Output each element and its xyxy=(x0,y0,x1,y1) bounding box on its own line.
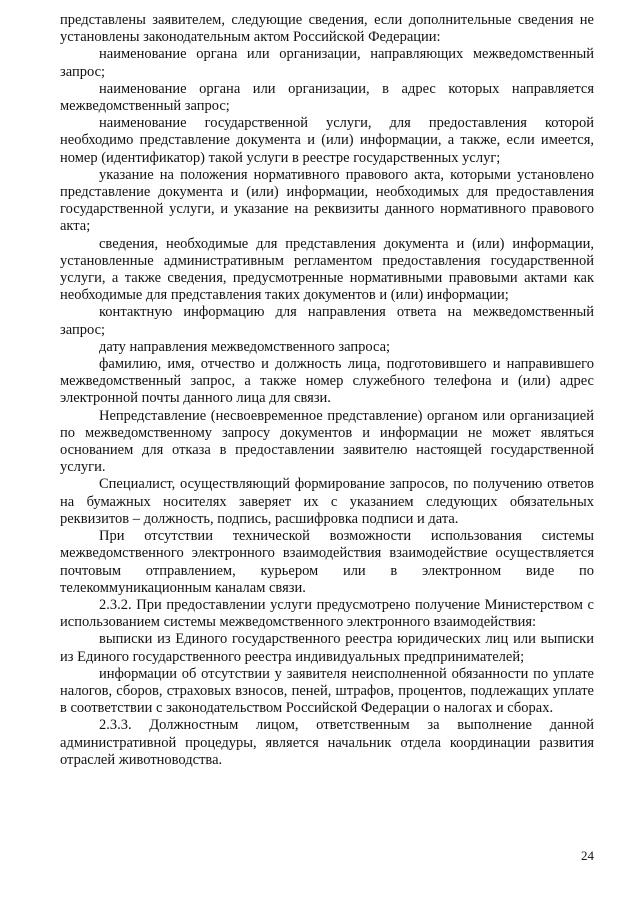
paragraph-specialist: Специалист, осуществляющий формирование запросов, по получению ответов на бумажных носителях заверяет их с указанием следующих обязательных реквизитов – должность, подпись, расшифровка подписи и дата. xyxy=(60,476,594,527)
paragraph-required-info: сведения, необходимые для представления документа и (или) информации, установленные административным регламентом предоставления государственной услуги, а также сведения, предусмотренные нормативными правовыми актами как необходимые для представления таких документов и (или) информации; xyxy=(60,235,594,304)
paragraph-recipient-body: наименование органа или организации, в адрес которых направляется межведомственный запрос; xyxy=(60,80,594,115)
paragraph-legal-act: указание на положения нормативного правового акта, которыми установлено представление документа и (или) информации, необходимых для предоставления государственной услуги, и указание на реквизиты данного нормативного правового акта; xyxy=(60,166,594,235)
paragraph-no-technical-possibility: При отсутствии технической возможности использования системы межведомственного электронного взаимодействия взаимодействие осуществляется почтовым отправлением, курьером или в электронном виде по телекоммуникационным каналам связи. xyxy=(60,528,594,596)
paragraph-registry-extract: выписки из Единого государственного реестра юридических лиц или выписки из Единого государственного реестра индивидуальных предпринимателей; xyxy=(60,631,594,665)
paragraph-request-date: дату направления межведомственного запроса; xyxy=(99,338,391,355)
paragraph-non-submission: Непредставление (несвоевременное представление) органом или организацией по межведомственному запросу документов и информации не может являться основанием для отказа в предоставлении заявителю настоящей государственной услуги. xyxy=(60,407,594,476)
paragraph-continuation: представлены заявителем, следующие сведения, если дополнительные сведения не установлены законодательным актом Российской Федерации: xyxy=(60,12,594,46)
document-body xyxy=(60,12,594,769)
paragraph-tax-obligations: информации об отсутствии у заявителя неисполненной обязанности по уплате налогов, сборов, страховых взносов, пеней, штрафов, процентов, подлежащих уплате в соответствии с законодательством Российской Федерации о налогах и сборах. xyxy=(60,665,594,717)
paragraph-requesting-body: наименование органа или организации, направляющих межведомственный запрос; xyxy=(60,46,594,80)
paragraph-section-2-3-2: 2.3.2. При предоставлении услуги предусмотрено получение Министерством с использованием системы межведомственного электронного взаимодействия: xyxy=(60,596,594,631)
paragraph-responsible-person: фамилию, имя, отчество и должность лица, подготовившего и направившего межведомственный запрос, а также номер служебного телефона и (или) адрес электронной почты данного лица для связи. xyxy=(60,356,594,407)
paragraph-contact-info: контактную информацию для направления ответа на межведомственный запрос; xyxy=(60,304,594,338)
paragraph-section-2-3-3: 2.3.3. Должностным лицом, ответственным за выполнение данной административной процедуры, является начальник отдела координации развития отраслей животноводства. xyxy=(60,717,594,768)
paragraph-service-name: наименование государственной услуги, для предоставления которой необходимо представление документа и (или) информации, а также, если имеется, номер (идентификатор) такой услуги в реестре государственных услуг; xyxy=(60,115,594,166)
page-number: 24 xyxy=(581,848,594,863)
